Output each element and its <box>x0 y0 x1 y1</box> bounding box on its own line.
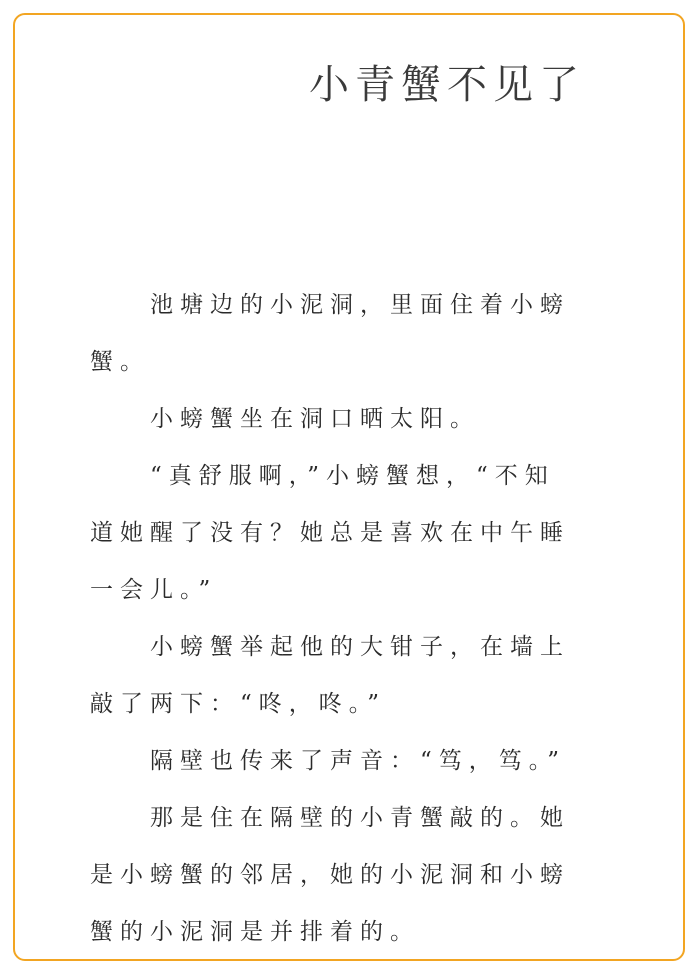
story-body <box>90 277 610 961</box>
page-frame <box>13 13 685 961</box>
paragraph-5 <box>90 733 610 790</box>
text-line: 隔壁也传来了声音：“笃，笃。” <box>150 748 567 774</box>
text-line: 道她醒了没有？她总是喜欢在中午睡 <box>90 520 570 546</box>
text-line: 小螃蟹坐在洞口晒太阳。 <box>150 406 480 432</box>
text-line: 是小螃蟹的邻居，她的小泥洞和小螃 <box>90 862 570 888</box>
text-line: 敲了两下：“咚，咚。” <box>90 691 387 717</box>
text-line: 小螃蟹举起他的大钳子，在墙上 <box>150 634 570 660</box>
paragraph-1 <box>90 277 610 391</box>
paragraph-6 <box>90 790 610 961</box>
text-line: 一会儿。” <box>90 577 218 603</box>
page-title: 小青蟹不见了 <box>309 62 585 108</box>
text-line: “真舒服啊，”小螃蟹想，“不知 <box>150 463 555 489</box>
text-line: 池塘边的小泥洞，里面住着小螃 <box>150 292 570 318</box>
paragraph-4 <box>90 619 610 733</box>
paragraph-3 <box>90 448 610 619</box>
text-line: 那是住在隔壁的小青蟹敲的。她 <box>150 805 570 831</box>
text-line: 蟹。 <box>90 349 150 375</box>
paragraph-2 <box>90 391 610 448</box>
text-line: 蟹的小泥洞是并排着的。 <box>90 919 420 945</box>
